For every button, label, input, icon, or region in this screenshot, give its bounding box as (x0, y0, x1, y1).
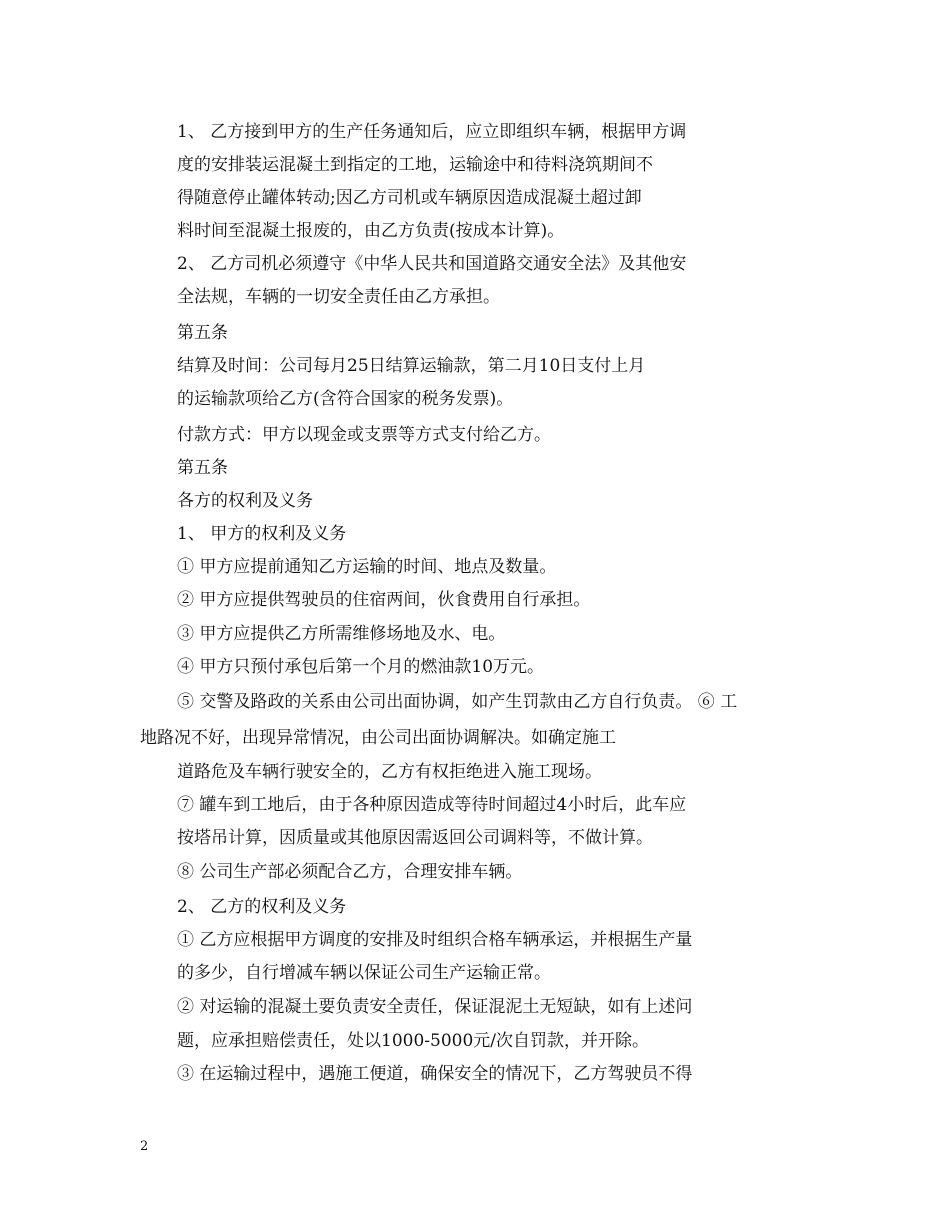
section-heading: 第五条 (177, 458, 228, 478)
text-line: 2、 乙方司机必须遵守《中华人民共和国道路交通安全法》及其他安 (177, 254, 687, 274)
section-heading: 各方的权利及义务 (177, 491, 313, 511)
list-item: ② 对运输的混凝土要负责安全责任，保证混泥土无短缺，如有上述问 (177, 997, 693, 1017)
text-line: 1、 乙方接到甲方的生产任务通知后，应立即组织车辆，根据甲方调 (177, 122, 687, 142)
text-line: 付款方式：甲方以现金或支票等方式支付给乙方。 (177, 425, 551, 445)
list-item: ⑦ 罐车到工地后，由于各种原因造成等待时间超过4小时后，此车应 (177, 795, 687, 815)
list-item: ① 乙方应根据甲方调度的安排及时组织合格车辆承运，并根据生产量 (177, 930, 693, 950)
text-line: 地路况不好，出现异常情况，由公司出面协调解决。如确定施工 (140, 728, 616, 748)
text-line: 按塔吊计算，因质量或其他原因需返回公司调料等，不做计算。 (177, 828, 653, 848)
text-line: 全法规，车辆的一切安全责任由乙方承担。 (177, 287, 500, 307)
list-item: ⑤ 交警及路政的关系由公司出面协调，如产生罚款由乙方自行负责。 ⑥ 工 (177, 692, 738, 712)
list-item: ③ 甲方应提供乙方所需维修场地及水、电。 (177, 624, 506, 644)
text-line: 料时间至混凝土报废的，由乙方负责(按成本计算)。 (177, 221, 565, 241)
list-item: ④ 甲方只预付承包后第一个月的燃油款10万元。 (177, 657, 545, 677)
list-item: ② 甲方应提供驾驶员的住宿两间，伙食费用自行承担。 (177, 590, 591, 610)
list-item: ③ 在运输过程中，遇施工便道，确保安全的情况下，乙方驾驶员不得 (177, 1064, 693, 1084)
text-line: 的多少，自行增减车辆以保证公司生产运输正常。 (177, 963, 551, 983)
subsection-heading: 2、 乙方的权利及义务 (177, 897, 347, 917)
subsection-heading: 1、 甲方的权利及义务 (177, 524, 347, 544)
text-line: 得随意停止罐体转动;因乙方司机或车辆原因造成混凝土超过卸 (177, 188, 642, 208)
list-item: ⑧ 公司生产部必须配合乙方，合理安排车辆。 (177, 862, 523, 882)
text-line: 题，应承担赔偿责任，处以1000-5000元/次自罚款，并开除。 (177, 1031, 649, 1051)
list-item: ① 甲方应提前通知乙方运输的时间、地点及数量。 (177, 557, 557, 577)
page-number: 2 (140, 1139, 149, 1154)
text-line: 道路危及车辆行驶安全的，乙方有权拒绝进入施工现场。 (177, 762, 602, 782)
section-heading: 第五条 (177, 323, 228, 343)
text-line: 的运输款项给乙方(含符合国家的税务发票)。 (177, 389, 514, 409)
text-line: 结算及时间：公司每月25日结算运输款，第二月10日支付上月 (177, 356, 646, 376)
text-line: 度的安排装运混凝土到指定的工地，运输途中和待料浇筑期间不 (177, 155, 653, 175)
